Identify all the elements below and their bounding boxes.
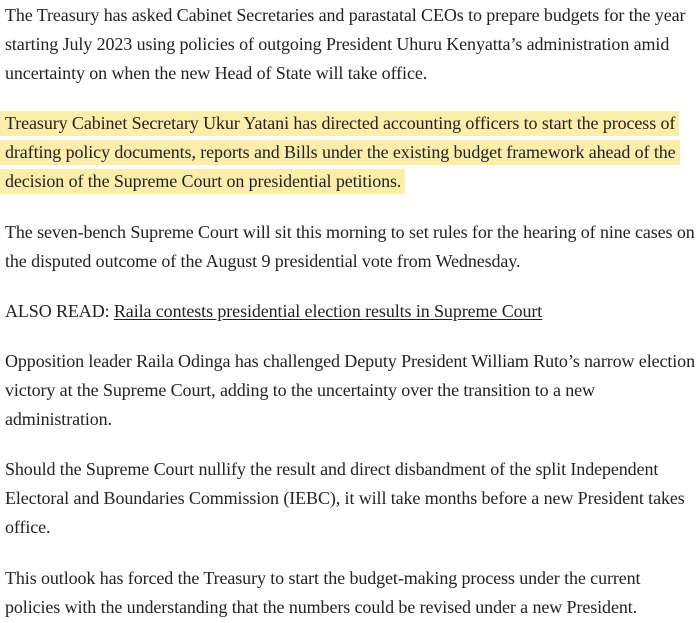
article-paragraph-1: The Treasury has asked Cabinet Secretaries and parastatal CEOs to prepare budgets for the year starting July 2023 using policies of outgoing President Uhuru Kenyatta’s administration amid uncertainty on when the new Head of State will take office. [5, 5, 686, 83]
also-read-line [5, 297, 695, 326]
article-paragraph-5: Opposition leader Raila Odinga has challenged Deputy President William Ruto’s narrow election victory at the Supreme Court, adding to the uncertainty over the transition to a new administration. [5, 351, 695, 429]
article-paragraph-6: Should the Supreme Court nullify the result and direct disbandment of the split Independent Electoral and Boundaries Commission (IEBC), it will take months before a new President takes office. [5, 459, 685, 537]
article-paragraph-highlighted [0, 109, 695, 196]
article-paragraph-7: This outlook has forced the Treasury to start the budget-making process under the current policies with the understanding that the numbers could be revised under a new President. [5, 568, 641, 617]
also-read-prefix: ALSO READ: [5, 301, 114, 321]
article-paragraph-3: The seven-bench Supreme Court will sit this morning to set rules for the hearing of nine cases on the disputed outcome of the August 9 presidential vote from Wednesday. [5, 222, 695, 271]
also-read-link[interactable]: Raila contests presidential election results in Supreme Court [113, 301, 543, 321]
highlighted-text: Treasury Cabinet Secretary Ukur Yatani has directed accounting officers to start the process of drafting policy documents, reports and Bills under the existing budget framework ahead of the decision of the Supreme Court on presidential petitions. [0, 111, 680, 194]
